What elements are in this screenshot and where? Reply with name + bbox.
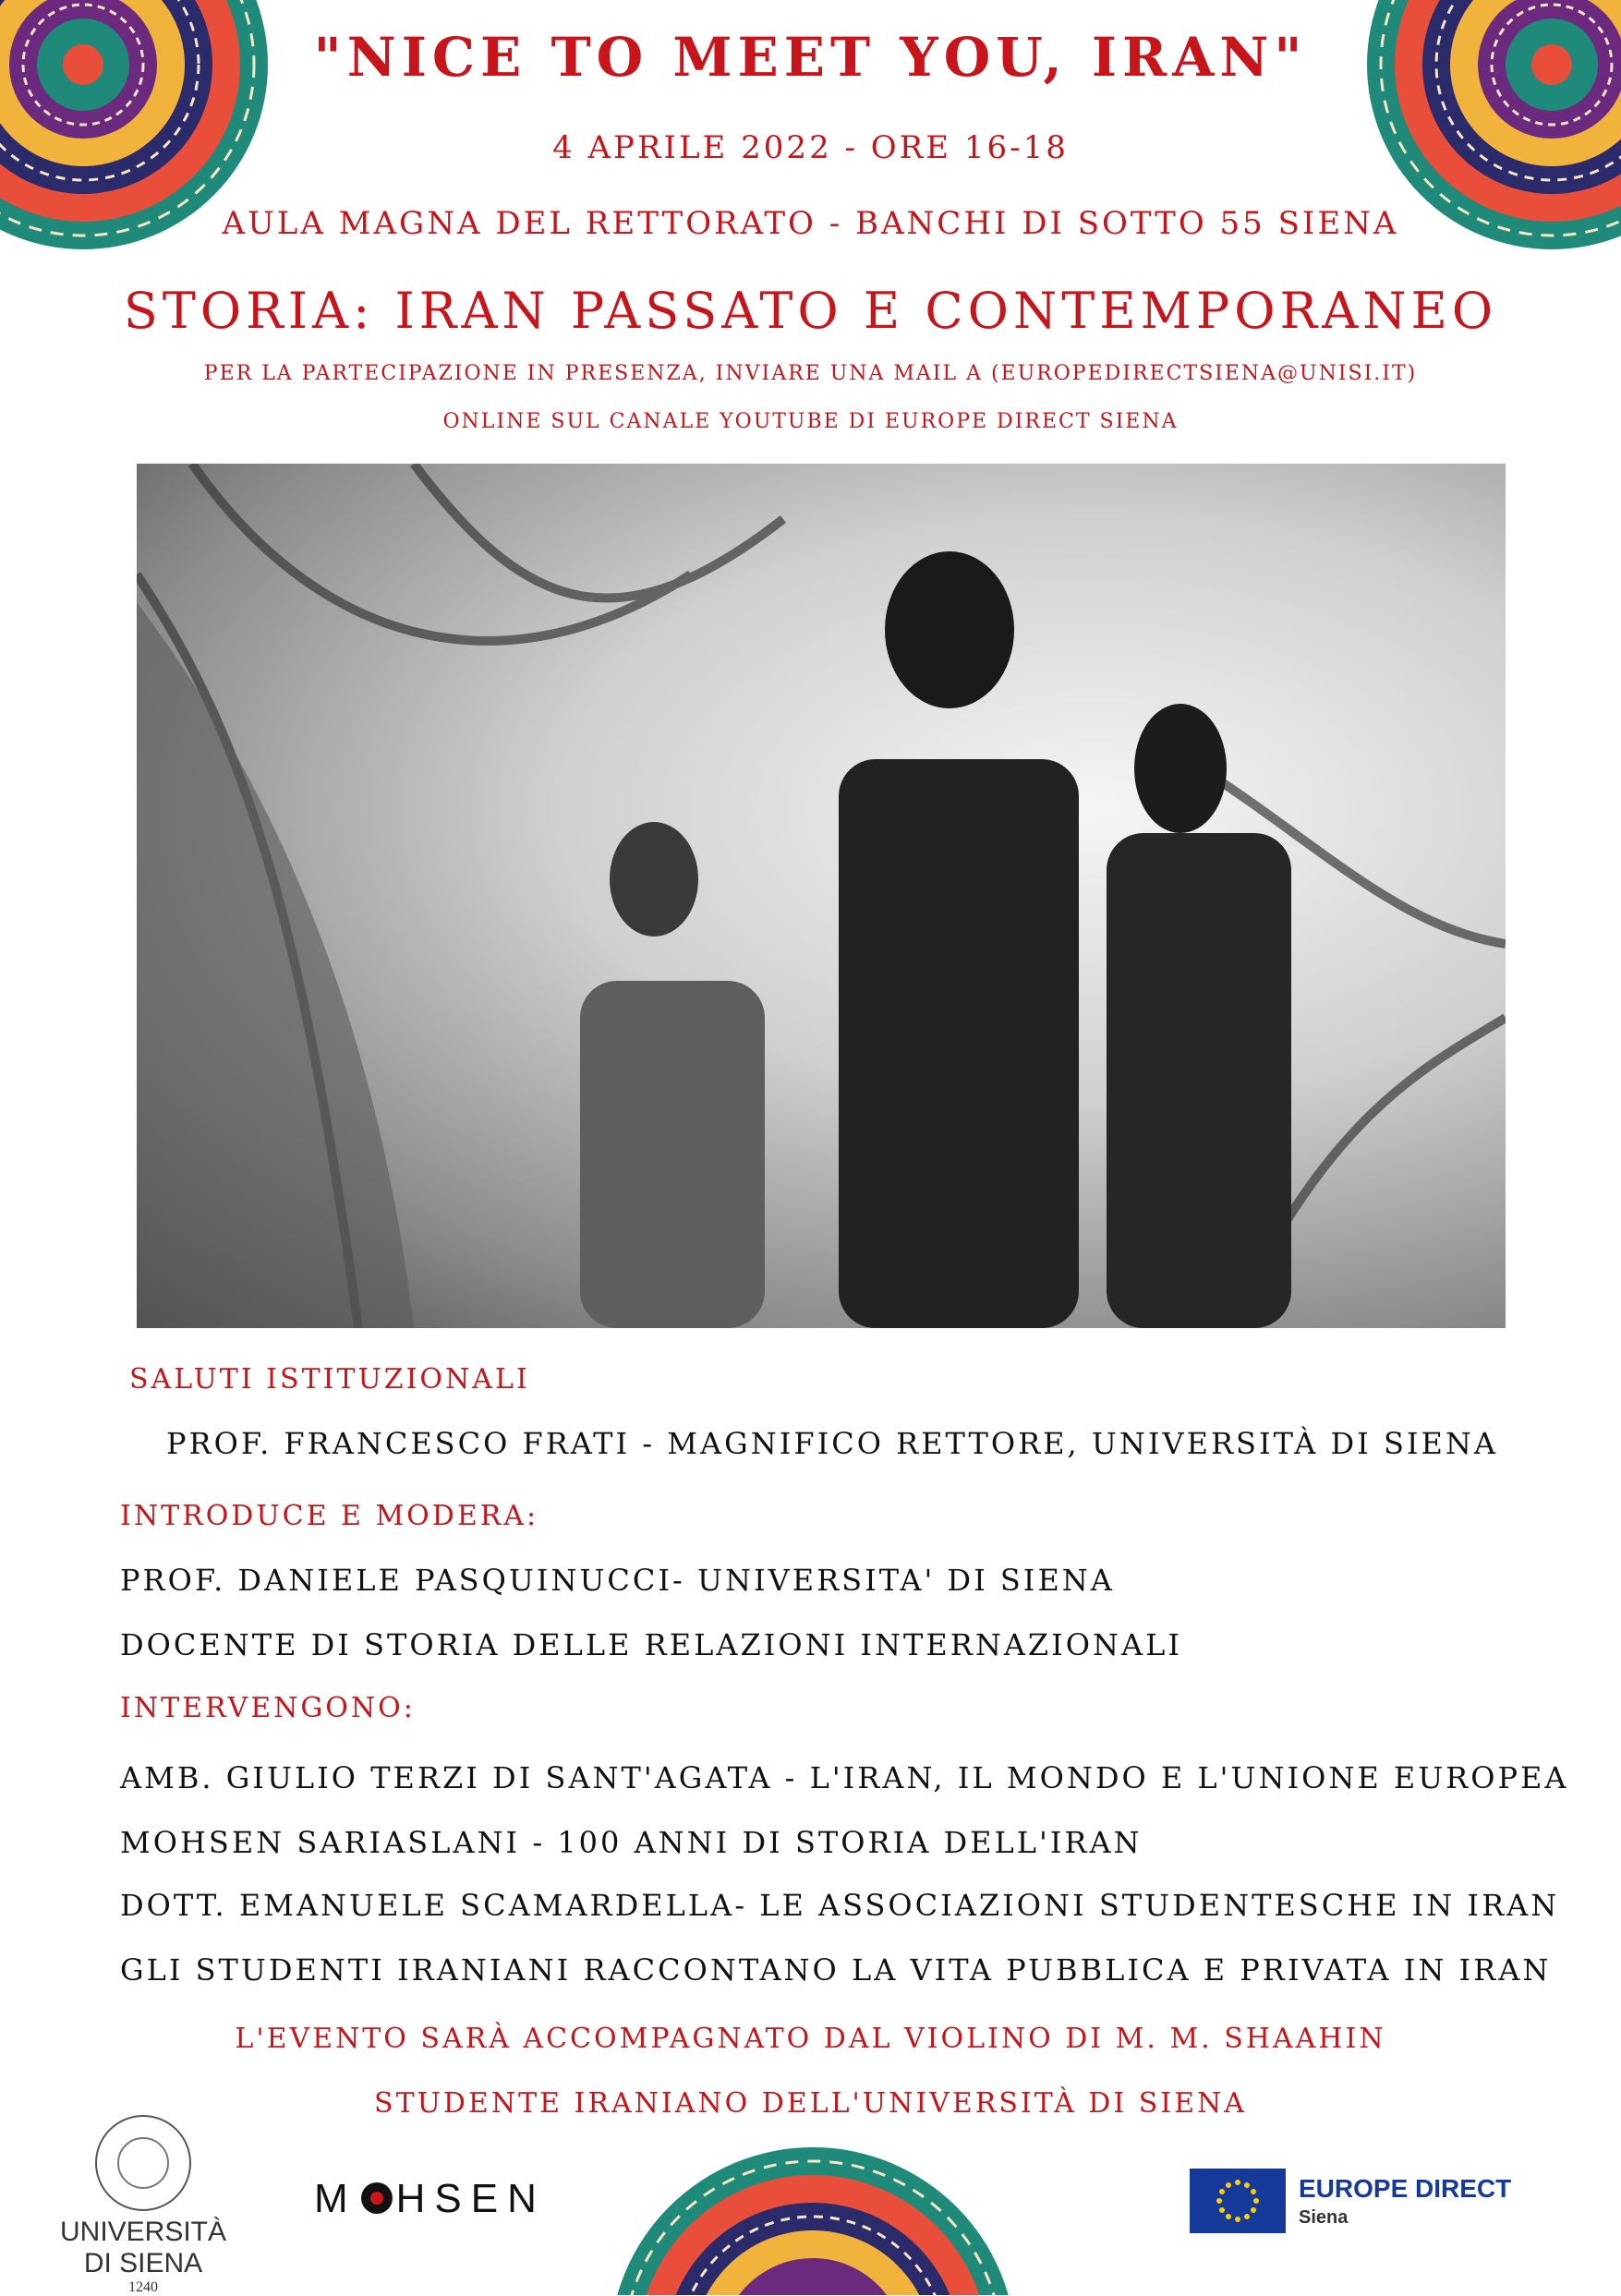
closing-line: STUDENTE IRANIANO DELL'UNIVERSITÀ DI SIENA [374, 2087, 1247, 2120]
mohsen-logo-prefix: M [314, 2176, 357, 2221]
university-name-line1: UNIVERSITÀ [59, 2217, 227, 2247]
intro-speaker: PROF. DANIELE PASQUINUCCI- UNIVERSITA' DI SIENA [120, 1563, 1115, 1598]
event-venue: AULA MAGNA DEL RETTORATO - BANCHI DI SOTTO 55 SIENA [222, 205, 1399, 242]
interventi-heading: INTERVENGONO: [120, 1692, 416, 1724]
europe-direct-city: Siena [1299, 2207, 1349, 2228]
university-seal-icon [95, 2115, 191, 2211]
speaker-item: GLI STUDENTI IRANIANI RACCONTANO LA VITA PUBBLICA E PRIVATA IN IRAN [120, 1952, 1552, 1988]
saluti-speaker: PROF. FRANCESCO FRATI - MAGNIFICO RETTORE, UNIVERSITÀ DI SIENA [166, 1426, 1498, 1461]
saluti-heading: SALUTI ISTITUZIONALI [129, 1363, 530, 1396]
online-note: ONLINE SUL CANALE YOUTUBE DI EUROPE DIRECT SIENA [442, 410, 1179, 433]
event-theme: STORIA: IRAN PASSATO E CONTEMPORANEO [123, 282, 1498, 340]
intro-heading: INTRODUCE E MODERA: [120, 1500, 539, 1532]
mandala-ornament-bottom-icon [591, 2147, 1034, 2295]
speaker-item: MOHSEN SARIASLANI - 100 ANNI DI STORIA DELL'IRAN [120, 1825, 1143, 1860]
university-logo [55, 2115, 231, 2295]
mohsen-logo [314, 2176, 546, 2222]
europe-direct-name: EUROPE DIRECT [1299, 2174, 1512, 2203]
university-year: 1240 [128, 2279, 158, 2295]
presence-note: PER LA PARTECIPAZIONE IN PRESENZA, INVIARE UNA MAIL A (EUROPEDIRECTSIENA@UNISI.IT) [203, 362, 1418, 385]
mohsen-logo-suffix: HSEN [395, 2176, 546, 2221]
event-title: "NICE TO MEET YOU, IRAN" [313, 26, 1308, 89]
historical-photo-icon [137, 464, 1506, 1328]
europe-direct-logo [1190, 2169, 1512, 2233]
speaker-item: AMB. GIULIO TERZI DI SANT'AGATA - L'IRAN, IL MONDO E L'UNIONE EUROPEA [120, 1760, 1569, 1795]
closing-line: L'EVENTO SARÀ ACCOMPAGNATO DAL VIOLINO DI M. M. SHAAHIN [235, 2023, 1386, 2055]
mohsen-logo-o-icon [361, 2182, 393, 2214]
speaker-item: DOTT. EMANUELE SCAMARDELLA- LE ASSOCIAZIONI STUDENTESCHE IN IRAN [120, 1888, 1560, 1923]
eu-flag-icon [1190, 2169, 1286, 2233]
university-name-line2: DI SIENA [83, 2248, 203, 2278]
event-date: 4 APRILE 2022 - ORE 16-18 [552, 129, 1069, 166]
university-name [55, 2217, 231, 2279]
intro-role: DOCENTE DI STORIA DELLE RELAZIONI INTERNAZIONALI [120, 1627, 1183, 1662]
